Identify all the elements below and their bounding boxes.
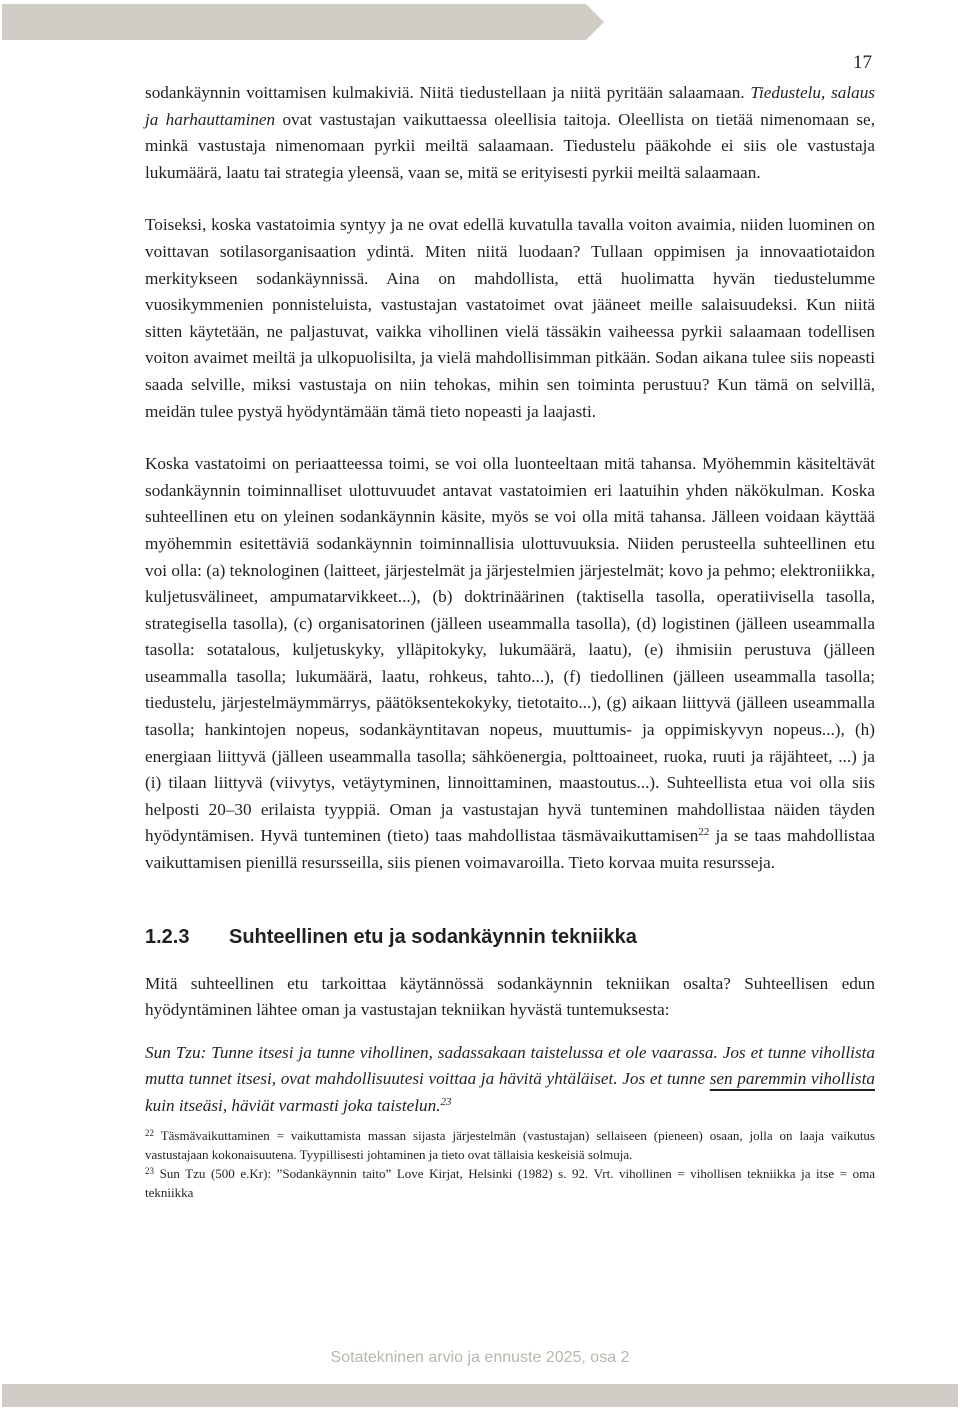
page-content <box>145 80 875 1202</box>
section-number: 1.2.3 <box>145 925 190 948</box>
paragraph-1 <box>145 80 875 186</box>
footer-title: Sotatekninen arvio ja ennuste 2025, osa 2 <box>330 1349 630 1366</box>
bottom-decorative-band <box>2 1384 958 1407</box>
footnote-ref-23: 23 <box>440 1096 452 1108</box>
sun-tzu-quote <box>145 1040 875 1120</box>
paragraph-3 <box>145 451 875 877</box>
footnote-23-text: Sun Tzu (500 e.Kr): ”Sodankäynnin taito” Love Kirjat, Helsinki (1982) s. 92. Vrt. vihollinen = vihollisen tekniikka ja itse = oma tekniikka <box>145 1165 875 1200</box>
footnote-22 <box>145 1126 875 1164</box>
footnote-ref-22: 22 <box>698 826 710 839</box>
paragraph-1-rest: ovat vastustajan vaikuttaessa oleellisia taitoja. Oleellista on tietää nimenomaan se, minkä vastustaja nimenomaan pyrkii meiltä salaamaan. Tiedustelu pääkohde ei siis ole vastustaja lukumäärä, laatu tai strategia yleensä, vaan se, mitä se erityisesti pyrkii meiltä salaamaan. <box>145 109 875 182</box>
footnote-23 <box>145 1164 875 1202</box>
page-number: 17 <box>853 52 872 73</box>
section-title: Suhteellinen etu ja sodankäynnin tekniikka <box>229 925 637 948</box>
top-band-shape <box>2 4 604 40</box>
quote-part-2: kuin itseäsi, häviät varmasti joka taistelun. <box>145 1096 441 1115</box>
top-decorative-band <box>0 0 960 44</box>
paragraph-1-start: sodankäynnin voittamisen kulmakiviä. Niitä tiedustellaan ja niitä pyritään salaamaan. <box>145 83 745 102</box>
quote-part-1: Sun Tzu: Tunne itsesi ja tunne vihollinen, sadassakaan taistelussa et ole vaarassa. Jos et tunne vihollista mutta tunnet itsesi, ovat mahdollisuutesi voittaa ja hävitä yhtäläiset. Jos et tunne <box>145 1042 875 1089</box>
footnote-23-mark: 23 <box>145 1165 154 1176</box>
footnote-22-mark: 22 <box>145 1127 154 1138</box>
footnotes <box>145 1126 875 1202</box>
paragraph-2: Toiseksi, koska vastatoimia syntyy ja ne ovat edellä kuvatulla tavalla voiton avaimia, niiden luominen on voittavan sotilasorganisaation ydintä. Miten niitä luodaan? Tullaan oppimisen ja innovaatiotaidon merkitykseen sodankäynnissä. Aina on mahdollista, että huolimatta hyvän tiedustelumme vuosikymmenien ponnisteluista, vastustajan vastatoimet ovat jääneet meille salaisuudeksi. Kun niitä sitten käytetään, ne paljastuvat, vaikka vihollinen vielä tässäkin vaiheessa pyrkii salaamaan todellisen voiton avaimet meiltä ja ulkopuolisilta, ja vielä mahdollisimman pitkään. Sodan aikana tulee siis nopeasti saada selville, miksi vastustaja on niin tehokas, mihin sen toiminta perustuu? Kun tämä on selvillä, meidän tulee pystyä hyödyntämään tämä tieto nopeasti ja laajasti. <box>145 215 875 421</box>
paragraph-1-italic: Tiedustelu, salaus ja harhauttaminen <box>145 83 875 129</box>
paragraph-4: Mitä suhteellinen etu tarkoittaa käytännössä sodankäynnin tekniikan osalta? Suhteellisen edun hyödyntäminen lähtee oman ja vastustajan tekniikan hyvästä tuntemuksesta: <box>145 973 875 1020</box>
quote-underlined: sen paremmin vihollista <box>709 1069 875 1089</box>
paragraph-3-part-1: Koska vastatoimi on periaatteessa toimi, se voi olla luonteeltaan mitä tahansa. Myöhemmin käsiteltävät sodankäynnin toiminnalliset ulottuvuudet antavat vastatoimien eri laatuihin yhden näkökulman. Koska suhteellinen etu on yleinen sodankäynnin käsite, myös se voi olla mitä tahansa. Jälleen voidaan käyttää myöhemmin esitettäviä sodankäynnin toiminnallisia ulottuvuuksia. Niiden perusteella suhteellinen etu voi olla: (a) teknologinen (laitteet, järjestelmät ja järjestelmien järjestelmät; kovo ja pehmo; elektroniikka, kuljetusvälineet, ampumatarvikkeet...), (b) doktrinäärinen (taktisella tasolla, operatiivisella tasolla, strategisella tasolla), (c) organisatorinen (jälleen useammalla tasolla), (d) logistinen (jälleen useammalla tasolla: sotatalous, kuljetuskyky, ylläpitokyky, lukumäärä, laatu), (e) ihmisiin perustuva (jälleen useammalla tasolla; lukumäärä, laatu, rohkeus, tahto...), (f) tiedollinen (jälleen useammalla tasolla; tiedustelu, järjestelmäymmärrys, päätöksentekokyky, tietotaito...), (g) aikaan liittyvä (jälleen useammalla tasolla; hankintojen nopeus, sodankäyntitavan nopeus, muuttumis- ja oppimiskyvyn nopeus...), (h) energiaan liittyvä (jälleen useammalla tasolla; sähköenergia, polttoaineet, ruoka, ruuti ja räjähteet, ...) ja (i) tilaan liittyvä (viivytys, vetäytyminen, linnoittaminen, maastoutus...). Suhteellista etua voi olla siis helposti 20–30 erilaista tyyppiä. Oman ja vastustajan hyvä tunteminen mahdollistaa näiden täyden hyödyntämisen. Hyvä tunteminen (tieto) taas mahdollistaa täsmävaikuttamisen <box>145 454 875 846</box>
paragraph-3-part-2: ja se taas mahdollistaa vaikuttamisen pienillä resursseilla, siis pienen voimavaroilla. Tieto korvaa muita resursseja. <box>145 826 875 873</box>
section-heading <box>145 923 875 951</box>
footnote-22-text: Täsmävaikuttaminen = vaikuttamista massan sijasta järjestelmän (vastustajan) sellaiseen (pieneen) osaan, jolla on laaja vaikutus vastustajaan kokonaisuutena. Tyypillisesti johtaminen ja tieto ovat tällaisia keskeisiä solmuja. <box>145 1127 875 1162</box>
